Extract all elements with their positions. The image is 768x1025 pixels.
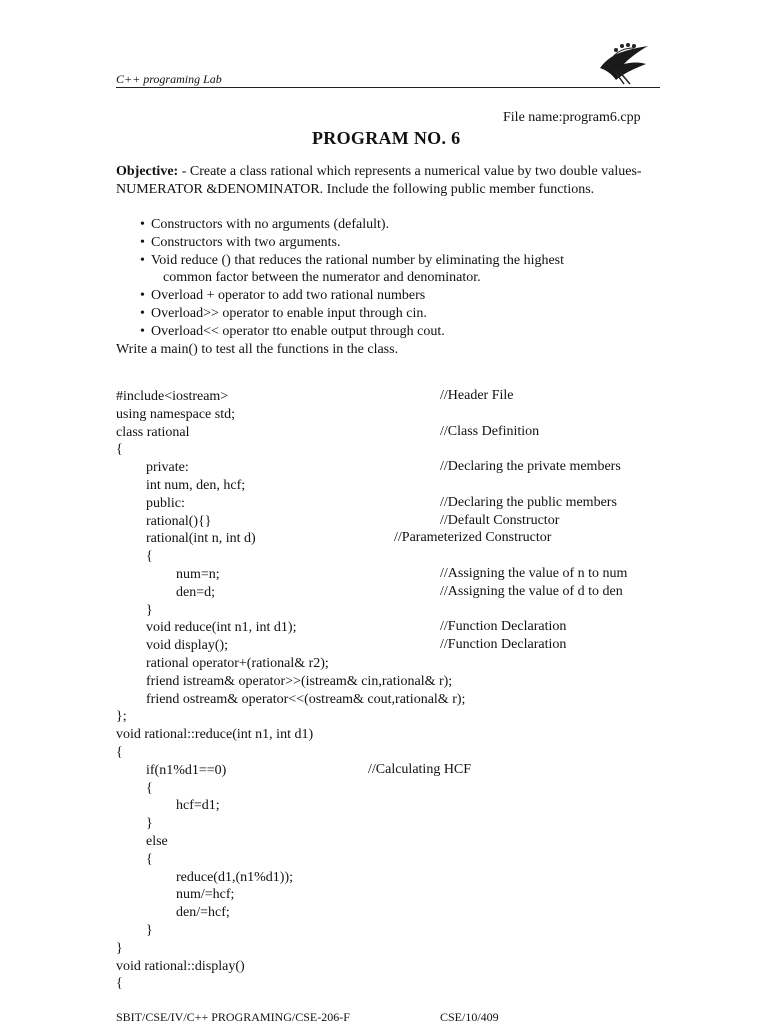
code-line: #include<iostream> [116,389,229,404]
requirement-continuation: common factor between the numerator and denominator. [163,270,481,286]
code-line: } [146,816,153,832]
code-line: { [116,745,123,760]
code-line: { [146,851,153,867]
requirement-item: • Overload + operator to add two rational numbers [140,287,564,305]
code-line: { [116,976,123,992]
code-line: num=n; [176,567,220,582]
code-comment: //Assigning the value of d to den [440,583,623,599]
code-line: public: [146,495,185,511]
main-note: Write a main() to test all the functions in the class. [116,342,399,357]
code-comment: //Declaring the private members [440,459,621,475]
code-line: { [116,442,123,458]
code-line: rational(int n, int d) [146,531,256,547]
code-line: friend ostream& operator<<(ostream& cout,rational& r); [146,691,466,707]
requirements-list [140,216,564,341]
code-comment: //Function Declaration [440,637,567,653]
code-line: private: [146,460,189,476]
code-line: den/=hcf; [176,905,230,921]
code-line: reduce(d1,(n1%d1)); [176,869,294,885]
code-line: } [146,602,153,618]
code-line: if(n1%d1==0) [146,762,227,778]
code-line: { [146,780,153,796]
code-line: rational(){} [146,513,212,529]
objective-paragraph [116,163,656,199]
code-line: rational operator+(rational& r2); [146,656,329,671]
requirement-item: • Void reduce () that reduces the rational number by eliminating the highest [140,252,564,270]
code-line: { [146,549,153,565]
requirement-item: • Constructors with two arguments. [140,234,564,252]
code-line: int num, den, hcf; [146,478,246,493]
requirement-item: • Overload<< operator tto enable output through cout. [140,323,564,341]
code-line: friend istream& operator>>(istream& cin,rational& r); [146,673,453,689]
requirement-item: • Constructors with no arguments (defalult). [140,216,564,234]
footer-course-code: SBIT/CSE/IV/C++ PROGRAMING/CSE-206-F [116,1010,350,1024]
college-emblem-icon [594,40,654,88]
code-line: void rational::reduce(int n1, int d1) [116,727,314,743]
code-line: using namespace std; [116,406,235,422]
code-comment: //Assigning the value of n to num [440,566,628,581]
file-name: File name:program6.cpp [503,110,641,125]
code-comment: //Default Constructor [440,512,560,528]
code-comment: //Calculating HCF [368,761,472,777]
code-line: void rational::display() [116,958,245,974]
code-line: num/=hcf; [176,887,235,903]
objective-label: Objective: [116,164,179,179]
code-line: class rational [116,424,190,440]
code-comment: //Function Declaration [440,619,567,635]
code-comment: //Class Definition [440,423,540,439]
code-line: hcf=d1; [176,798,220,814]
code-comment: //Declaring the public members [440,494,617,510]
program-title: PROGRAM NO. 6 [312,128,461,148]
requirement-item: • Overload>> operator to enable input through cin. [140,305,564,323]
code-comment: //Parameterized Constructor [394,530,552,546]
objective-text: - Create a class rational which represents a numerical value by two double values- NUMERATOR &DENOMINATOR. Include the following public member functions. [116,164,642,197]
code-line: void reduce(int n1, int d1); [146,620,297,636]
code-line: }; [116,709,127,725]
code-line: } [146,923,153,938]
code-line: else [146,834,168,849]
code-line: } [116,940,123,956]
header-divider [116,87,660,88]
code-comment: //Header File [440,388,514,403]
code-line: void display(); [146,638,229,654]
header-title: C++ programing Lab [116,72,222,86]
code-line: den=d; [176,584,215,600]
footer-page-code: CSE/10/409 [440,1010,499,1024]
